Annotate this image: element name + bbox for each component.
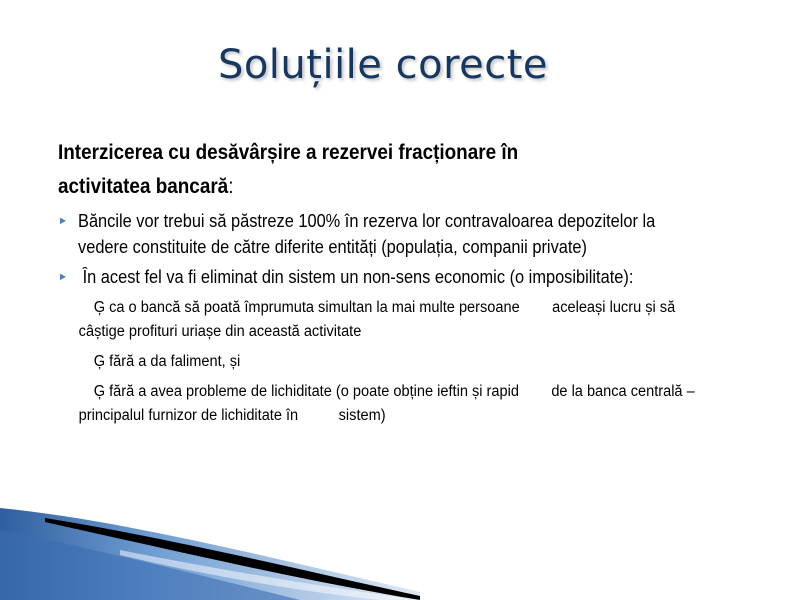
slide-content	[58, 136, 758, 428]
sub-text-2: Ģ fără a da faliment, și	[93, 353, 241, 370]
sub-item-2	[58, 350, 716, 374]
heading-colon: :	[228, 175, 234, 198]
bullet-text-1: Băncile vor trebui să păstreze 100% în rezerva lor contravaloarea depozitelor la vedere constituite de către diferite entități (populația, companii private)	[78, 211, 656, 257]
heading-line-1: Interzicerea cu desăvârșire a rezervei fracționare în	[58, 141, 519, 164]
slide-title: Soluțiile corecte	[217, 42, 549, 88]
sub-text-1: Ģ ca o bancă să poată împrumuta simultan la mai multe persoane aceleași lucru și să câștige profituri uriașe din această activitate	[78, 299, 680, 340]
heading-line-2	[58, 170, 688, 204]
bullet-item-1	[58, 208, 695, 260]
heading-line-2-text: activitatea bancară	[58, 175, 229, 198]
sub-item-3	[58, 380, 716, 428]
sub-item-1	[58, 296, 716, 344]
bullet-item-2	[58, 264, 695, 290]
bullet-text-2: În acest fel va fi eliminat din sistem un non-sens economic (o imposibilitate):	[78, 267, 634, 287]
sub-text-3: Ģ fără a avea probleme de lichiditate (o poate obține ieftin și rapid de la banca centrală – principalul furnizor de lichiditate în sistem)	[78, 383, 699, 424]
bullet-arrow-icon: ►	[58, 215, 68, 227]
wave-decoration	[0, 500, 800, 600]
bullet-arrow-icon: ►	[58, 271, 68, 283]
